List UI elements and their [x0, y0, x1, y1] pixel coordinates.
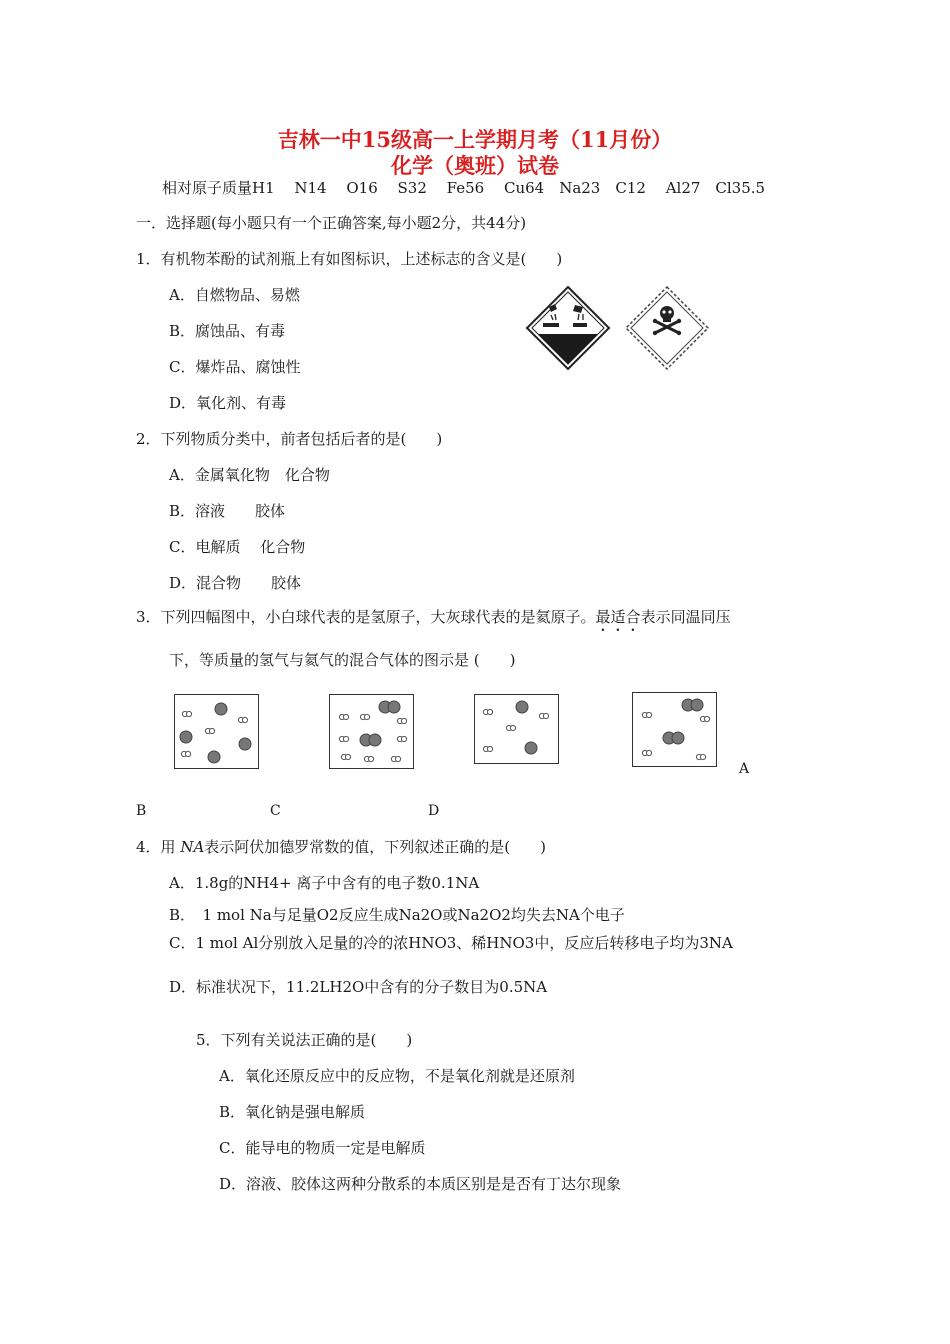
- q2-option-a: A．金属氧化物 化合物: [169, 466, 330, 484]
- diagram-label-a: A: [739, 761, 750, 777]
- q2-option-d: D．混合物 胶体: [169, 574, 302, 592]
- exam-subtitle: 化学（奥班）试卷: [391, 153, 559, 178]
- q3-stem: 3．下列四幅图中，小白球代表的是氢原子，大灰球代表的是氦原子。最适合表示同温同压: [136, 608, 731, 626]
- q5-option-b: B．氧化钠是强电解质: [219, 1103, 366, 1121]
- q2-option-b: B．溶液 胶体: [169, 502, 286, 520]
- atomic-masses: 相对原子质量H1 N14 O16 S32 Fe56 Cu64 Na23 C12 Al27 Cl35.5: [162, 179, 766, 197]
- toxic-skull-icon: [624, 285, 710, 371]
- q4-option-b: B． 1 mol Na与足量O2反应生成Na2O或Na2O2均失去NA个电子: [169, 906, 625, 924]
- gas-diagram-c: [329, 694, 414, 769]
- q5-option-c: C．能导电的物质一定是电解质: [219, 1139, 426, 1157]
- q5-stem: 5．下列有关说法正确的是( ): [196, 1031, 413, 1049]
- q3-emphasis: 最适合: [595, 608, 641, 626]
- q1-option-b: B．腐蚀品、有毒: [169, 322, 286, 340]
- q1-option-a: A．自燃物品、易燃: [169, 286, 300, 304]
- avogadro-symbol: NA: [180, 838, 205, 856]
- q4-stem: 4．用 NA表示阿伏加德罗常数的值，下列叙述正确的是( ): [136, 838, 546, 856]
- q1-option-d: D．氧化剂、有毒: [169, 394, 287, 412]
- section-heading: 一．选择题(每小题只有一个正确答案,每小题2分，共44分): [136, 214, 527, 232]
- q2-option-c: C．电解质 化合物: [169, 538, 306, 556]
- q4-option-d: D．标准状况下，11.2LH2O中含有的分子数目为0.5NA: [169, 978, 548, 996]
- gas-diagram-d: [474, 694, 559, 764]
- q3-stem-line2: 下，等质量的氢气与氦气的混合气体的图示是 ( ): [169, 651, 516, 669]
- diagram-label-d: D: [428, 803, 440, 819]
- diagram-label-b: B: [136, 803, 147, 819]
- q1-option-c: C．爆炸品、腐蚀性: [169, 358, 301, 376]
- q2-stem: 2．下列物质分类中，前者包括后者的是( ): [136, 430, 443, 448]
- q1-stem: 1．有机物苯酚的试剂瓶上有如图标识，上述标志的含义是( ): [136, 250, 563, 268]
- gas-diagram-a: [632, 692, 717, 767]
- diagram-label-c: C: [270, 803, 281, 819]
- corrosive-hazard-icon: [525, 285, 611, 371]
- q4-option-a: A．1.8g的NH4+ 离子中含有的电子数0.1NA: [169, 874, 480, 892]
- q4-option-c: C．1 mol Al分别放入足量的冷的浓HNO3、稀HNO3中，反应后转移电子均为3NA: [169, 934, 733, 952]
- exam-title: 吉林一中15级高一上学期月考（11月份）: [277, 127, 673, 152]
- gas-diagram-b: [174, 694, 259, 769]
- q5-option-a: A．氧化还原反应中的反应物，不是氧化剂就是还原剂: [219, 1067, 575, 1085]
- q5-option-d: D．溶液、胶体这两种分散系的本质区别是是否有丁达尔现象: [219, 1175, 622, 1193]
